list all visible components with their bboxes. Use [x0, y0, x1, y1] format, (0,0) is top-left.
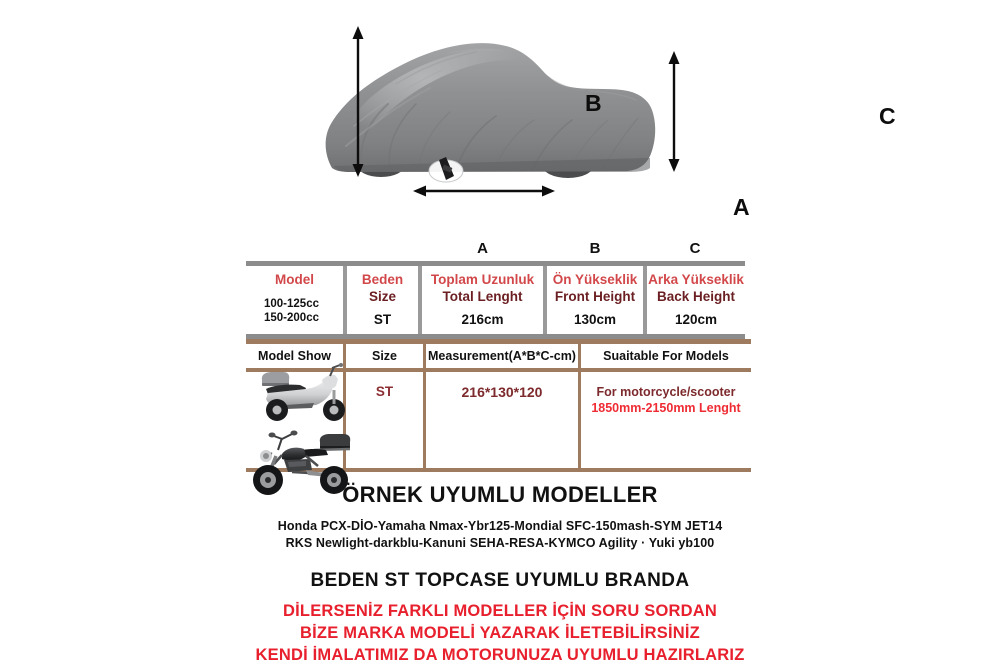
spec-title-back-tr: Arka Yükseklik [648, 272, 744, 287]
spec-value-size: ST [373, 312, 392, 327]
spec-model-range-2: 150-200cc [264, 311, 319, 324]
spec-title-length-en: Total Lenght [442, 289, 523, 304]
spec-cell-total-length [420, 266, 545, 334]
spec-title-length-tr: Toplam Uzunluk [430, 272, 535, 287]
cta-line-2: BİZE MARKA MODELİ YAZARAK İLETEBİLİRSİNİZ [300, 624, 700, 642]
spec-model-range-1: 100-125cc [264, 298, 319, 310]
model-header-size: Size [346, 344, 426, 368]
model-cell-measurement [426, 372, 581, 468]
model-value-measurement: 216*130*120 [461, 384, 543, 400]
spec-cell-front-height [545, 266, 645, 334]
dimension-arrow-c [669, 51, 680, 172]
spec-model-ranges [246, 298, 319, 325]
spec-table [246, 261, 745, 339]
compatible-models-title: ÖRNEK UYUMLU MODELLER [342, 482, 658, 507]
spec-title-front-tr: Ön Yükseklik [552, 272, 638, 287]
dimension-arrow-a [413, 186, 555, 197]
model-header-suitable: Suaitable For Models [603, 349, 729, 363]
motorcycle-topcase [320, 434, 350, 447]
axis-header-b: B [589, 240, 601, 257]
spec-value-back: 120cm [674, 312, 718, 327]
cover-graphic [250, 8, 750, 230]
spec-title-size-tr: Beden [361, 272, 404, 287]
cta-line-1: DİLERSENİZ FARKLI MODELLER İÇİN SORU SORDAN [283, 602, 717, 620]
spec-cell-back-height [645, 266, 745, 334]
scooter-topcase [262, 372, 289, 384]
axis-header-a: A [477, 240, 488, 257]
model-value-size: ST [375, 384, 394, 399]
spec-title-front-en: Front Height [554, 289, 636, 304]
spec-value-front: 130cm [573, 312, 617, 327]
model-cell-suitable [581, 372, 751, 468]
motorcycle-cover-illustration [250, 8, 896, 230]
axis-header-row [345, 240, 745, 260]
dimension-label-a: A [733, 194, 750, 220]
model-header-model-show: Model Show [246, 344, 346, 368]
spec-title-back-en: Back Height [656, 289, 736, 304]
cta-line-3: KENDİ İMALATIMIZ DA MOTORUNUZA UYUMLU HAZIRLARIZ [255, 646, 745, 664]
compatible-models-line-2: RKS Newlight-darkblu-Kanuni SEHA-RESA-KYMCO Agility · Yuki yb100 [285, 536, 715, 550]
vehicle-photo-stack [248, 360, 360, 500]
compatible-models-line-1: Honda PCX-DİO-Yamaha Nmax-Ybr125-Mondial SFC-150mash-SYM JET14 [277, 519, 723, 533]
spec-title-model-tr: Model [275, 272, 314, 287]
scooter-photo [252, 362, 358, 424]
dimension-label-b: B [585, 90, 602, 116]
model-header-measurement: Measurement(A*B*C-cm) [426, 344, 581, 368]
product-size-title: BEDEN ST TOPCASE UYUMLU BRANDA [310, 570, 690, 591]
spec-title-size-en: Size [368, 289, 396, 304]
model-value-suitable-line2: 1850mm-2150mm Lenght [591, 401, 741, 415]
axis-header-c: C [689, 240, 701, 257]
scooter-fairing [322, 375, 338, 389]
spec-cell-size [345, 266, 420, 334]
spec-cell-model [246, 266, 345, 334]
dimension-label-c: C [879, 103, 896, 129]
motorcycle-tank [282, 448, 306, 461]
bottom-text-block [0, 482, 1000, 666]
model-value-suitable-line1: For motorcycle/scooter [596, 385, 736, 399]
spec-value-length: 216cm [461, 312, 504, 327]
